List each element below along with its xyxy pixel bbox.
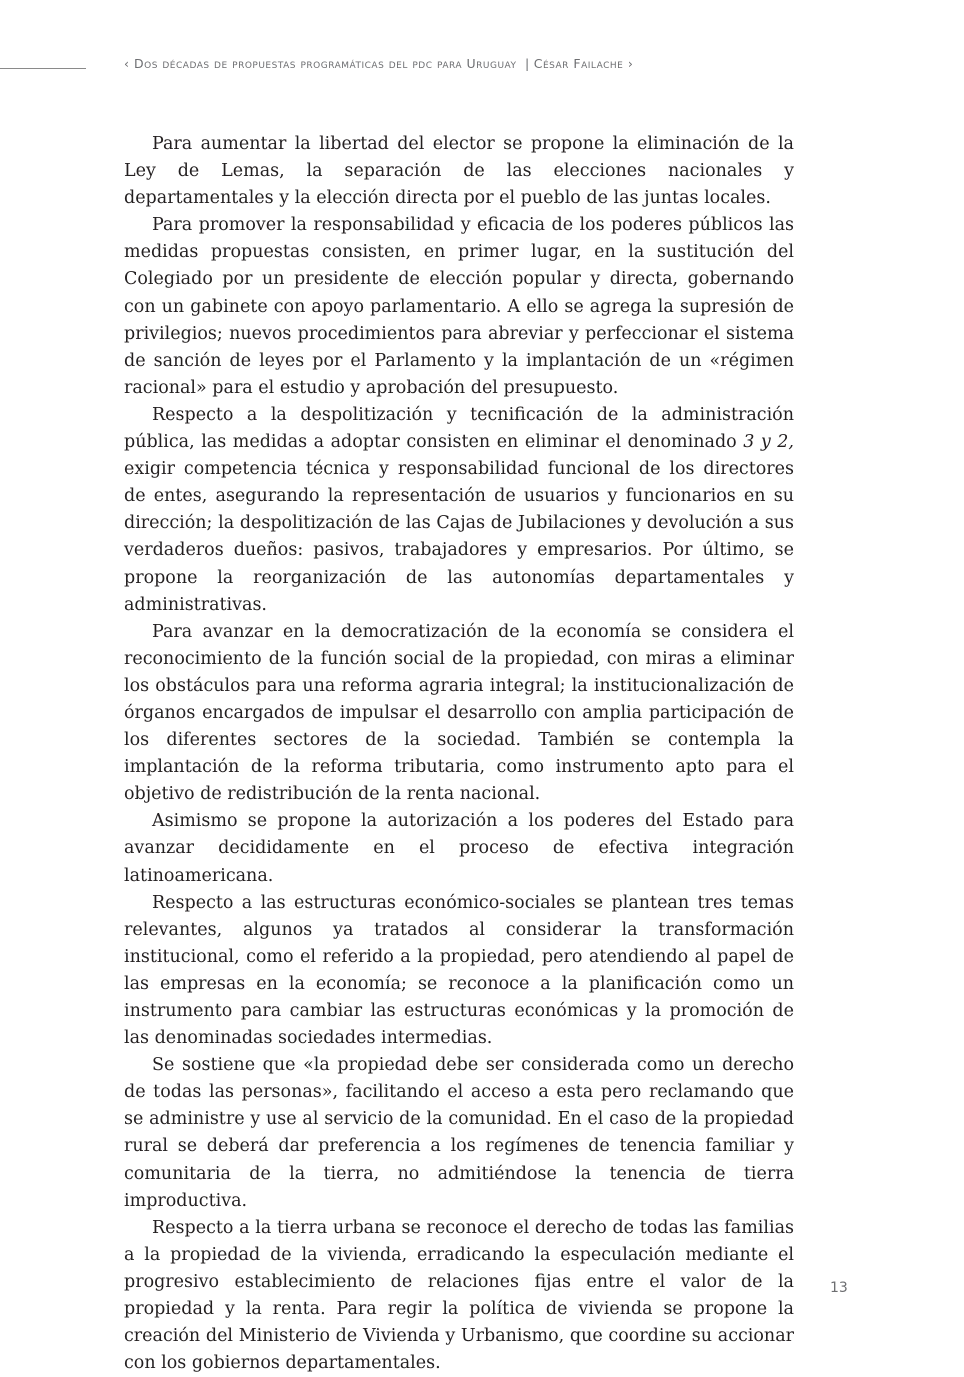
paragraph-text: exigir competencia técnica y responsabilidad funcional de los directores de entes, asegurando la representación de usuarios y funcionarios en su dirección; la despolitización de las Cajas de Jubilaciones y devolución a sus verdaderos dueños: pasivos, trabajadores y empresarios. Por último, se propone la reorganización de las autonomías departamentales y administrativas. [124,459,794,615]
header-separator: | [525,56,530,71]
header-title: Dos décadas de propuestas programáticas del pdc para Uruguay [133,56,517,71]
header-close-mark: › [627,56,634,71]
paragraph: Para avanzar en la democratización de la economía se considera el reconocimiento de la función social de la propiedad, con miras a eliminar los obstáculos para una reforma agraria integral; la institucionalización de órganos encargados de impulsar el desarrollo con amplia participación de los diferentes sectores de la sociedad. También se contempla la implantación de la reforma tributaria, como instrumento apto para el objetivo de redistribución de la renta nacional. [124,621,794,805]
header-open-mark: ‹ [124,56,130,71]
body-text [124,131,794,1377]
paragraph: Se sostiene que «la propiedad debe ser considerada como un derecho de todas las personas», facilitando el acceso a esta pero reclamando que se administre y use al servicio de la comunidad. En el caso de la propiedad rural se deberá dar preferencia a los regímenes de tenencia familiar y comunitaria de la tierra, no admitiéndose la tenencia de tierra improductiva. [124,1055,794,1211]
paragraph: Respecto a las estructuras económico-sociales se plantean tres temas relevantes, algunos ya tratados al considerar la transformación institucional, como el referido a la propiedad, pero atendiendo al papel de las empresas en la economía; se reconoce a la planificación como un instrumento para cambiar las estructuras económicas y la promoción de las denominadas sociedades intermedias. [124,892,794,1049]
header-author: César Failache [533,56,624,71]
header-rule [0,68,86,69]
paragraph: Asimismo se propone la autorización a los poderes del Estado para avanzar decididamente en el proceso de efectiva integración latinoamericana. [124,811,794,886]
running-header [124,56,924,71]
paragraph: Respecto a la tierra urbana se reconoce el derecho de todas las familias a la propiedad de la vivienda, erradicando la especulación mediante el progresivo establecimiento de relaciones fijas entre el valor de la propiedad y la renta. Para regir la política de vivienda se propone la creación del Ministerio de Vivienda y Urbanismo, que coordine su accionar con los gobiernos departamentales. [124,1217,794,1374]
paragraph-text: Respecto a la despolitización y tecnificación de la administración pública, las medidas a adoptar consisten en eliminar el denominado [124,404,794,453]
page-number: 13 [830,1280,848,1296]
paragraph: Para aumentar la libertad del elector se propone la eliminación de la Ley de Lemas, la separación de las elecciones nacionales y departamentales y la elección directa por el pueblo de las juntas locales. [124,134,794,209]
paragraph [124,402,794,619]
paragraph-italic: 3 y 2, [743,432,794,453]
paragraph: Para promover la responsabilidad y eficacia de los poderes públicos las medidas propuestas consisten, en primer lugar, en la sustitución del Colegiado por un presidente de elección popular y directa, gobernando con un gabinete con apoyo parlamentario. A ello se agrega la supresión de privilegios; nuevos procedimientos para abreviar y perfeccionar el sistema de sanción de leyes por el Parlamento y la implantación de un «régimen racional» para el estudio y aprobación del presupuesto. [124,215,794,398]
